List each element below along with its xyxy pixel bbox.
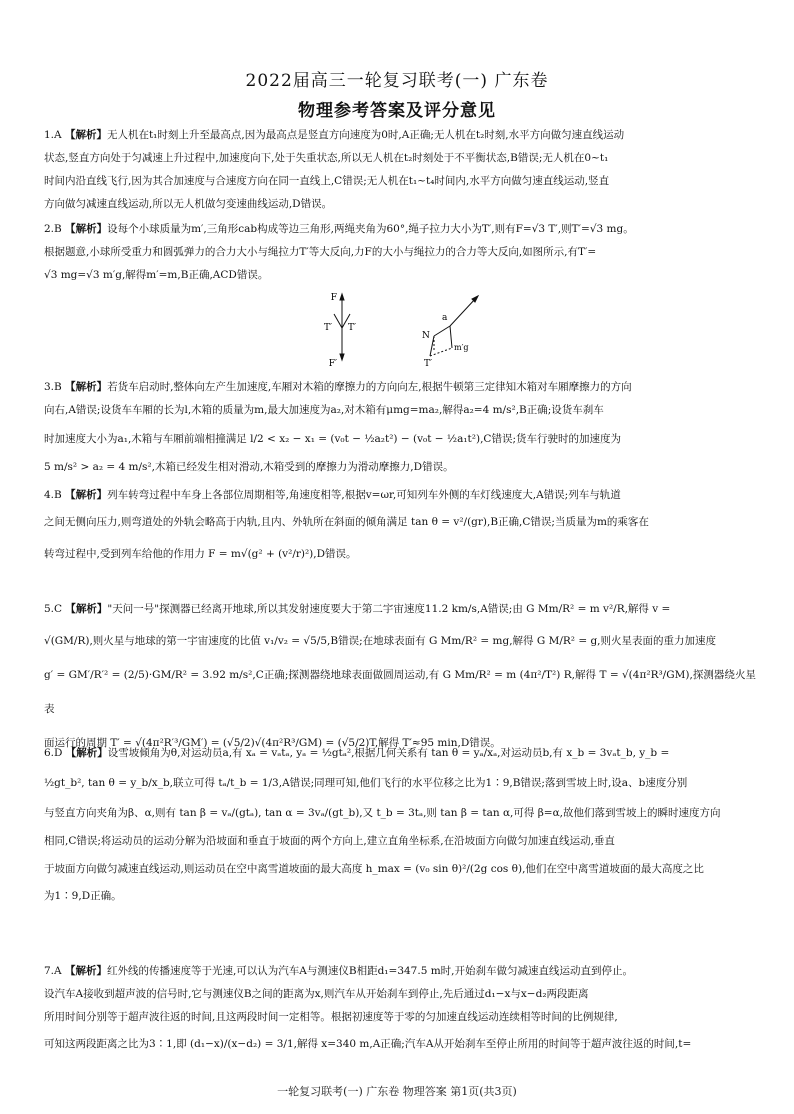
answer-5 (44, 594, 756, 760)
answer-1-line-1: 1.A 【解析】无人机在t₁时刻上升至最高点,因为最高点是竖直方向速度为0时,A正确;无人机在t₂时刻,水平方向做匀速直线运动 (44, 129, 625, 141)
answer-1-line-2: 状态,竖直方向处于匀减速上升过程中,加速度向下,处于失重状态,所以无人机在t₂时刻处于不平衡状态,B错误;无人机在0~t₁ (44, 152, 609, 164)
label-a: a (442, 313, 448, 323)
page-subtitle: 物理参考答案及评分意见 (298, 101, 496, 121)
page-title: 2022届高三一轮复习联考(一) 广东卷 (245, 71, 549, 91)
answer-1 (44, 124, 756, 216)
answer-7-line-4: 可知这两段距离之比为3∶1,即 (d₁−x)/(x−d₂) = 3/1,解得 x=340 m,A正确;汽车A从开始刹车至停止所用的时间等于超声波往返的时间,t= (44, 1038, 692, 1050)
answer-1-line-4: 方向做匀减速直线运动,所以无人机做匀变速曲线运动,D错误。 (44, 198, 333, 210)
answer-5-line-2: √(GM/R),则火星与地球的第一宇宙速度的比值 v₁/v₂ = √5/5,B错误;在地球表面有 G Mm/R² = mg,解得 G M/R² = g,则火星表面的重力加速度 (44, 635, 717, 647)
label-F-prime: F′ (328, 359, 337, 369)
answer-5-line-3: g′ = GM′/R′² = (2/5)·GM/R² = 3.92 m/s²,C正确;探测器绕地球表面做圆周运动,有 G Mm/R² = m (4π²/T²) R,解得 T = √(4π²R³/GM),探测器绕火星表 (44, 669, 756, 715)
answer-2 (44, 218, 756, 287)
answer-7-line-2: 设汽车A接收到超声波的信号时,它与测速仪B之间的距离为x,则汽车从开始刹车到停止,先后通过d₁−x与x−d₂两段距离 (44, 988, 589, 1000)
page-footer: 一轮复习联考(一) 广东卷 物理答案 第1页(共3页) (277, 1085, 517, 1098)
answer-2-line-3: √3 mg=√3 m′g,解得m′=m,B正确,ACD错误。 (44, 269, 269, 281)
answer-6-line-6: 为1∶9,D正确。 (44, 890, 122, 902)
answer-5-line-1: 5.C 【解析】"天问一号"探测器已经离开地球,所以其发射速度要大于第二宇宙速度11.2 km/s,A错误;由 G Mm/R² = m v²/R,解得 v = (44, 603, 671, 615)
answer-3-line-3: 时加速度大小为a₁,木箱与车厢前端相撞满足 l/2 < x₂ − x₁ = (v₀t − ½a₂t²) − (v₀t − ½a₁t²),C错误;货车行驶时的加速度为 (44, 433, 621, 445)
answer-5-line-4: 面运行的周期 T′ = √(4π²R′³/GM′) = (√5/2)√(4π²R³/GM) = (√5/2)T,解得 T′≈95 min,D错误。 (44, 737, 501, 749)
force-diagram (310, 290, 510, 370)
answer-4 (44, 484, 756, 571)
answer-6-line-5: 于坡面方向做匀减速直线运动,则运动员在空中离雪道坡面的最大高度 h_max = (v₀ sin θ)²/(2g cos θ),他们在空中离雪道坡面的最大高度之比 (44, 863, 704, 875)
answer-4-line-1: 4.B 【解析】列车转弯过程中车身上各部位周期相等,角速度相等,根据v=ωr,可知列车外侧的车灯线速度大,A错误;列车与轨道 (44, 489, 621, 501)
answer-6-line-1: 6.D 【解析】设雪坡倾角为θ,对运动员a,有 xₐ = vₐtₐ, yₐ = ½gtₐ²,根据几何关系有 tan θ = yₐ/xₐ,对运动员b,有 x_b = 3vₐt_b, y_b = (44, 747, 670, 759)
label-T-bottom: T′ (424, 359, 433, 369)
answer-6-line-3: 与竖直方向夹角为β、α,则有 tan β = vₐ/(gtₐ), tan α = 3vₐ/(gt_b),又 t_b = 3tₐ,则 tan β = tan α,可得 β=α,故他们落到雪坡上的瞬时速度方向 (44, 807, 721, 819)
answer-3 (44, 376, 756, 479)
answer-7-line-1: 7.A 【解析】红外线的传播速度等于光速,可以认为汽车A与测速仪B相距d₁=347.5 m时,开始刹车做匀减速直线运动直到停止。 (44, 965, 634, 977)
answer-2-line-1: 2.B 【解析】设每个小球质量为m′,三角形cab构成等边三角形,两绳夹角为60°,绳子拉力大小为T′,则有F=√3 T′,则T′=√3 mg。 (44, 223, 634, 235)
answer-6-line-4: 相同,C错误;将运动员的运动分解为沿坡面和垂直于坡面的两个方向上,建立直角坐标系,在沿坡面方向做匀加速直线运动,垂直 (44, 835, 615, 847)
answer-2-line-2: 根据题意,小球所受重力和圆弧弹力的合力大小与绳拉力T′等大反向,力F的大小与绳拉力的合力等大反向,如图所示,有T′= (44, 246, 597, 258)
answer-4-line-3: 转弯过程中,受到列车给他的作用力 F = m√(g² + (v²/r)²),D错误。 (44, 548, 357, 560)
answer-3-line-1: 3.B 【解析】若货车启动时,整体向左产生加速度,车厢对木箱的摩擦力的方向向左,根据牛顿第三定律知木箱对车厢摩擦力的方向 (44, 381, 632, 393)
label-F: F (330, 293, 337, 303)
label-mg: m′g (454, 343, 469, 352)
answer-6-line-2: ½gt_b², tan θ = y_b/x_b,联立可得 tₐ/t_b = 1/3,A错误;同理可知,他们飞行的水平位移之比为1∶9,B错误;落到雪坡上时,设a、b速度分别 (44, 777, 688, 789)
answer-3-line-2: 向右,A错误;设货车车厢的长为l,木箱的质量为m,最大加速度为a₂,对木箱有μmg=ma₂,解得a₂=4 m/s²,B正确;设货车刹车 (44, 404, 604, 416)
answer-6 (44, 738, 756, 908)
answer-7-line-3: 所用时间分别等于超声波往返的时间,且这两段时间一定相等。根据初速度等于零的匀加速直线运动连续相等时间的比例规律, (44, 1011, 618, 1023)
answer-7 (44, 960, 756, 1059)
label-N: N (422, 331, 430, 341)
answer-4-line-2: 之间无侧向压力,则弯道处的外轨会略高于内轨,且内、外轨所在斜面的倾角满足 tan θ = v²/(gr),B正确,C错误;当质量为m的乘客在 (44, 516, 649, 528)
answer-3-line-4: 5 m/s² > a₂ = 4 m/s²,木箱已经发生相对滑动,木箱受到的摩擦力为滑动摩擦力,D错误。 (44, 461, 454, 473)
label-T-right: T′ (348, 323, 357, 333)
answer-1-line-3: 时间内沿直线飞行,因为其合加速度与合速度方向在同一直线上,C错误;无人机在t₁~t₄时间内,水平方向做匀速直线运动,竖直 (44, 175, 610, 187)
label-T-left: T′ (323, 323, 332, 333)
